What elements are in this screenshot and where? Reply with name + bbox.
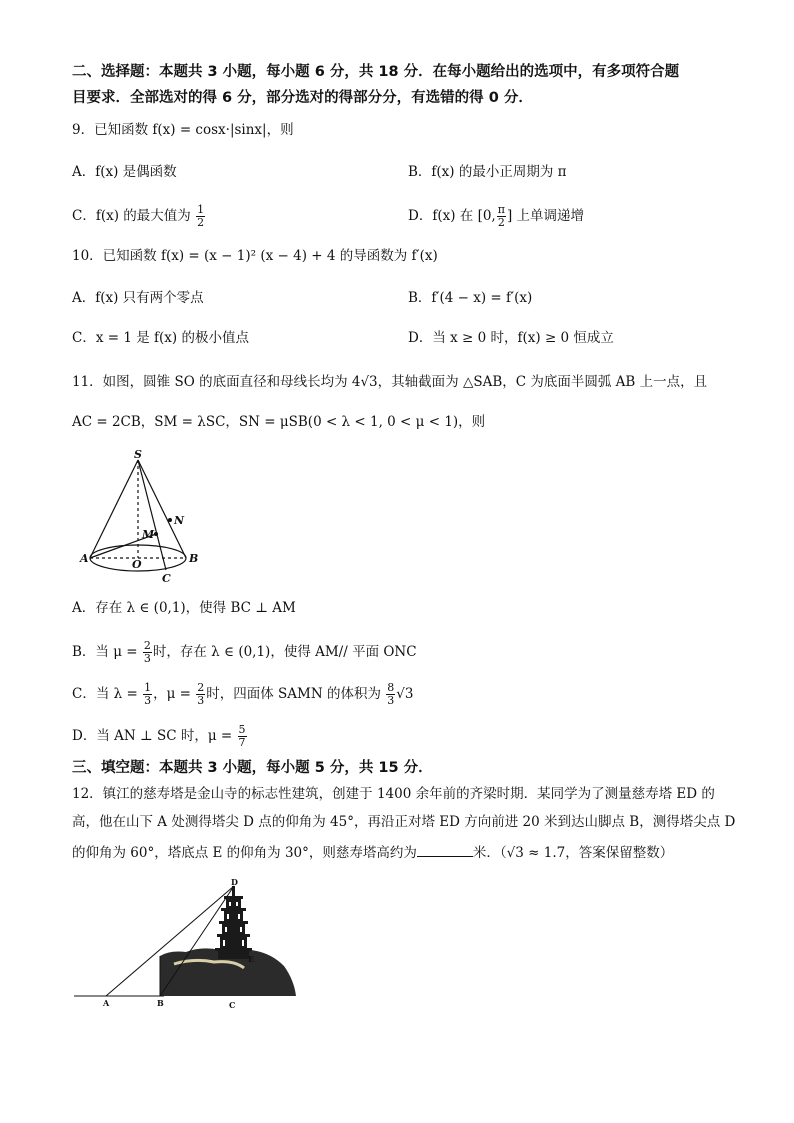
q9-option-b: B．f(x) 的最小正周期为 π	[408, 164, 567, 180]
label-a-ground: A	[103, 998, 110, 1008]
label-a: A	[80, 552, 89, 565]
q11-option-b-suffix: 时，存在 λ ∈ (0,1)，使得 AM// 平面 ONC	[152, 644, 417, 660]
label-c: C	[162, 572, 171, 585]
q12-line3	[72, 842, 673, 863]
section2-heading-line2: 目要求．全部选对的得 6 分，部分选对的得部分分，有选错的得 0 分．	[72, 90, 533, 106]
q11-option-c-text: C．当 λ =	[72, 686, 138, 702]
q11-option-d-fraction	[238, 724, 247, 749]
q9-option-d-fraction	[497, 204, 506, 229]
point-n	[168, 518, 172, 522]
q11-option-a: A．存在 λ ∈ (0,1)，使得 BC ⊥ AM	[72, 600, 296, 616]
label-b-ground: B	[157, 998, 164, 1008]
label-s: S	[134, 448, 142, 461]
q9-option-c-text: C．f(x) 的最大值为	[72, 208, 191, 224]
q12-line3-suffix: 米．（√3 ≈ 1.7，答案保留整数）	[472, 845, 674, 861]
q9-stem: 9．已知函数 f(x) = cosx·|sinx|，则	[72, 122, 294, 138]
label-n: N	[174, 514, 185, 527]
q10-option-d: D．当 x ≥ 0 时，f(x) ≥ 0 恒成立	[408, 330, 614, 346]
fraction-numerator: π	[497, 203, 505, 216]
q11-option-d	[72, 724, 248, 749]
fraction-denominator: 3	[387, 694, 395, 707]
pagoda-figure	[74, 876, 302, 1014]
q11-option-b-text: B．当 μ =	[72, 644, 138, 660]
fraction-denominator: 3	[144, 694, 152, 707]
q9-option-d	[408, 204, 584, 229]
fraction-denominator: 3	[143, 652, 151, 665]
q9-option-a: A．f(x) 是偶函数	[72, 164, 177, 180]
q10-option-a: A．f(x) 只有两个零点	[72, 290, 204, 306]
fraction-numerator: 8	[387, 681, 395, 694]
label-e: E	[248, 954, 255, 964]
q11-option-c	[72, 682, 413, 707]
q9-option-d-text: D．f(x) 在	[408, 208, 474, 224]
fraction-denominator: 7	[238, 736, 246, 749]
fraction-numerator: 2	[143, 639, 151, 652]
q9-option-c-fraction	[196, 204, 205, 229]
q11-option-c-suffix: √3	[396, 686, 414, 702]
q10-stem: 10．已知函数 f(x) = (x − 1)² (x − 4) + 4 的导函数为 f′(x)	[72, 248, 438, 264]
q11-option-b-fraction	[143, 640, 152, 665]
fraction-numerator: 5	[238, 723, 246, 736]
q9-option-d-suffix: ] 上单调递增	[506, 208, 585, 224]
q11-option-b	[72, 640, 417, 665]
fraction-numerator: 1	[144, 681, 152, 694]
fraction-denominator: 3	[197, 694, 205, 707]
cone-figure	[76, 448, 206, 586]
fraction-numerator: 2	[197, 681, 205, 694]
q9-option-d-interval: [0,	[477, 208, 496, 224]
cone-edge-sb	[138, 460, 186, 558]
point-m	[154, 532, 158, 536]
label-m: M	[142, 528, 155, 541]
q12-line3-text: 的仰角为 60°，塔底点 E 的仰角为 30°，则慈寿塔高约为	[72, 845, 417, 861]
label-c-ground: C	[229, 1000, 236, 1010]
label-b: B	[189, 552, 199, 565]
cone-edge-sc	[138, 460, 166, 570]
section3-heading: 三、填空题：本题共 3 小题，每小题 5 分，共 15 分．	[72, 760, 433, 776]
q10-option-c: C．x = 1 是 f(x) 的极小值点	[72, 330, 249, 346]
section2-heading-line1: 二、选择题：本题共 3 小题，每小题 6 分，共 18 分．在每小题给出的选项中，有多项符合题	[72, 64, 680, 80]
answer-blank[interactable]	[417, 842, 473, 857]
q12-line2: 高，他在山下 A 处测得塔尖 D 点的仰角为 45°，再沿正对塔 ED 方向前进 20 米到达山脚点 B，测得塔尖点 D	[72, 814, 736, 830]
q11-option-c-fraction-3	[386, 682, 395, 707]
q11-option-c-mid2: 时，四面体 SAMN 的体积为	[206, 686, 381, 702]
q11-option-d-text: D．当 AN ⊥ SC 时，μ =	[72, 728, 233, 744]
q9-option-c	[72, 204, 206, 229]
q11-stem-line2: AC = 2CB，SM = λSC，SN = μSB(0 < λ < 1, 0 < μ < 1)，则	[72, 414, 486, 430]
q11-option-c-fraction-1	[143, 682, 152, 707]
q11-option-c-mid: ，μ =	[153, 686, 191, 702]
fraction-denominator: 2	[497, 216, 505, 229]
fraction-denominator: 2	[197, 216, 205, 229]
q11-option-c-fraction-2	[196, 682, 205, 707]
label-d: D	[231, 877, 238, 887]
q12-line1: 12．镇江的慈寿塔是金山寺的标志性建筑，创建于 1400 余年前的齐梁时期．某同学为了测量慈寿塔 ED 的	[72, 786, 715, 802]
fraction-numerator: 1	[197, 203, 205, 216]
label-o: O	[132, 558, 142, 571]
q11-stem-line1: 11．如图，圆锥 SO 的底面直径和母线长均为 4√3，其轴截面为 △SAB，C 为底面半圆弧 AB 上一点，且	[72, 374, 708, 390]
q10-option-b: B．f′(4 − x) = f′(x)	[408, 290, 533, 306]
